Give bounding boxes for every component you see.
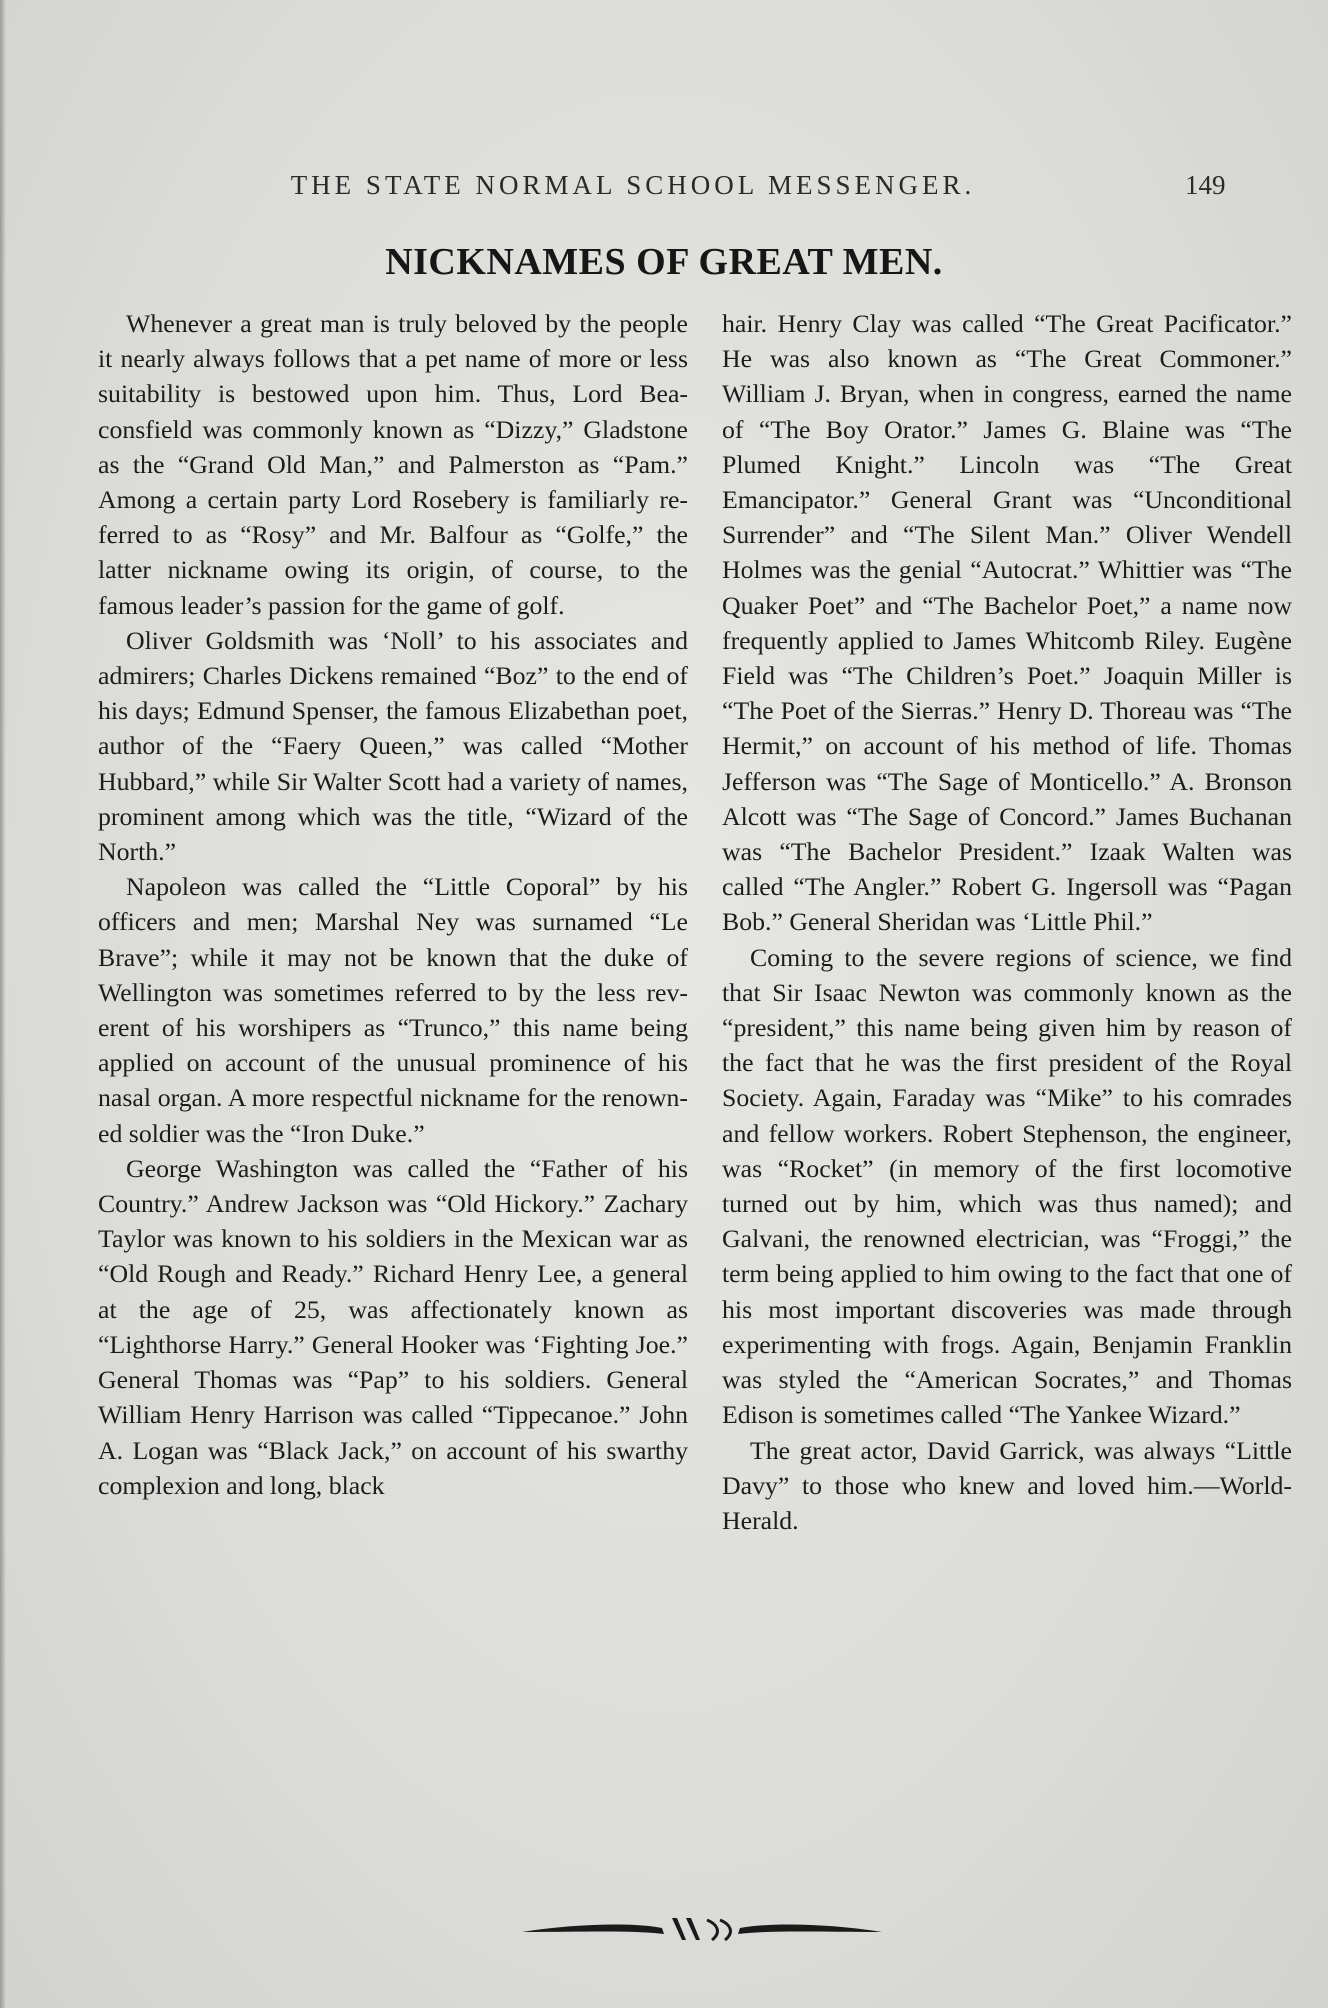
paragraph: The great actor, David Garrick, was always “Little Davy” to those who knew and loved him.—World-Herald.	[722, 1435, 1292, 1535]
paragraph-continued: hair. Henry Clay was called “The Great Pacificator.” He was also known as “The Great Commoner.” William J. Bryan, when in congress, earned the name of “The Boy Orator.” James G. Blaine was “The Plumed Knight.” Lincoln was “The Great Emancipator.” General Grant was “Unconditional Surrender” and “The Silent Man.” Oliver Wendell Holmes was the genial “Autocrat.” Whittier was “The Quaker Poet” and “The Bachelor Poet,” a name now frequently applied to James Whitcomb Riley. Eugène Field was “The Children’s Poet.” Joaquin Miller is “The Poet of the Sierras.” Henry D. Thoreau was “The Hermit,” on account of his method of life. Thomas Jefferson was “The Sage of Monticello.” A. Bronson Alcott was “The Sage of Concord.” James Buchanan was “The Bachelor President.” Izaak Walten was called “The Angler.” Robert G. Ingersoll was “Pagan Bob.” General Sheridan was ‘Little Phil.”	[722, 309, 1292, 937]
running-title: THE STATE NORMAL SCHOOL MESSENGER.	[290, 170, 976, 200]
page-number: 149	[1185, 170, 1226, 200]
paragraph: Napoleon was called the “Little Coporal” by his officers and men; Marshal Ney was surnamed “Le Brave”; while it may not be known that the duke of Wellington was sometimes referred to by the less reverent of his worshipers as “Trunco,” this name being applied on account of the unusual prominence of his nasal organ. A more respectful nickname for the renowned soldier was the “Iron Duke.”	[98, 872, 688, 1148]
paragraph: Coming to the severe regions of science, we find that Sir Isaac Newton was commonly known as the “president,” this name being given him by reason of the fact that he was the first president of the Royal Society. Again, Faraday was “Mike” to his comrades and fellow workers. Robert Stephenson, the engineer, was “Rocket” (in memory of the first locomotive turned out by him, which was thus named); and Galvani, the renowned electrician, was “Froggi,” the term being applied to him owing to the fact that one of his most important discoveries was made through experimenting with frogs. Again, Benjamin Franklin was styled the “American Socrates,” and Thomas Edison is sometimes called “The Yankee Wizard.”	[722, 942, 1292, 1430]
paragraph: George Washington was called the “Father of his Country.” Andrew Jackson was “Old Hickory.” Zachary Taylor was known to his soldiers in the Mexican war as “Old Rough and Ready.” Richard Henry Lee, a general at the age of 25, was affectionately known as “Lighthorse Harry.” General Hooker was ‘Fighting Joe.” General Thomas was “Pap” to his soldiers. General William Henry Harrison was called “Tippecanoe.” John A. Logan was “Black Jack,” on account of his swarthy complexion and long, black	[98, 1153, 688, 1500]
paragraph: Whenever a great man is truly beloved by the people it nearly always follows that a pet name of more or less suitability is bestowed upon him. Thus, Lord Beaconsfield was commonly known as “Dizzy,” Gladstone as the “Grand Old Man,” and Palmerston as “Pam.” Among a certain party Lord Rosebery is familiarly referred to as “Rosy” and Mr. Balfour as “Golfe,” the latter nickname owing its origin, of course, to the famous leader’s passion for the game of golf.	[98, 309, 688, 620]
running-head	[0, 170, 1328, 210]
paragraph: Oliver Goldsmith was ‘Noll’ to his associates and admirers; Charles Dickens remained “Boz” to the end of his days; Edmund Spenser, the famous Elizabethan poet, author of the “Faery Queen,” was called “Mother Hubbard,” while Sir Walter Scott had a variety of names, prominent among which was the title, “Wizard of the North.”	[98, 625, 688, 867]
page-edge-shadow	[0, 0, 6, 2008]
left-column	[98, 306, 688, 1503]
right-column	[722, 306, 1292, 1538]
article-title: NICKNAMES OF GREAT MEN.	[385, 241, 943, 283]
ornament-divider-icon	[512, 1910, 892, 1950]
